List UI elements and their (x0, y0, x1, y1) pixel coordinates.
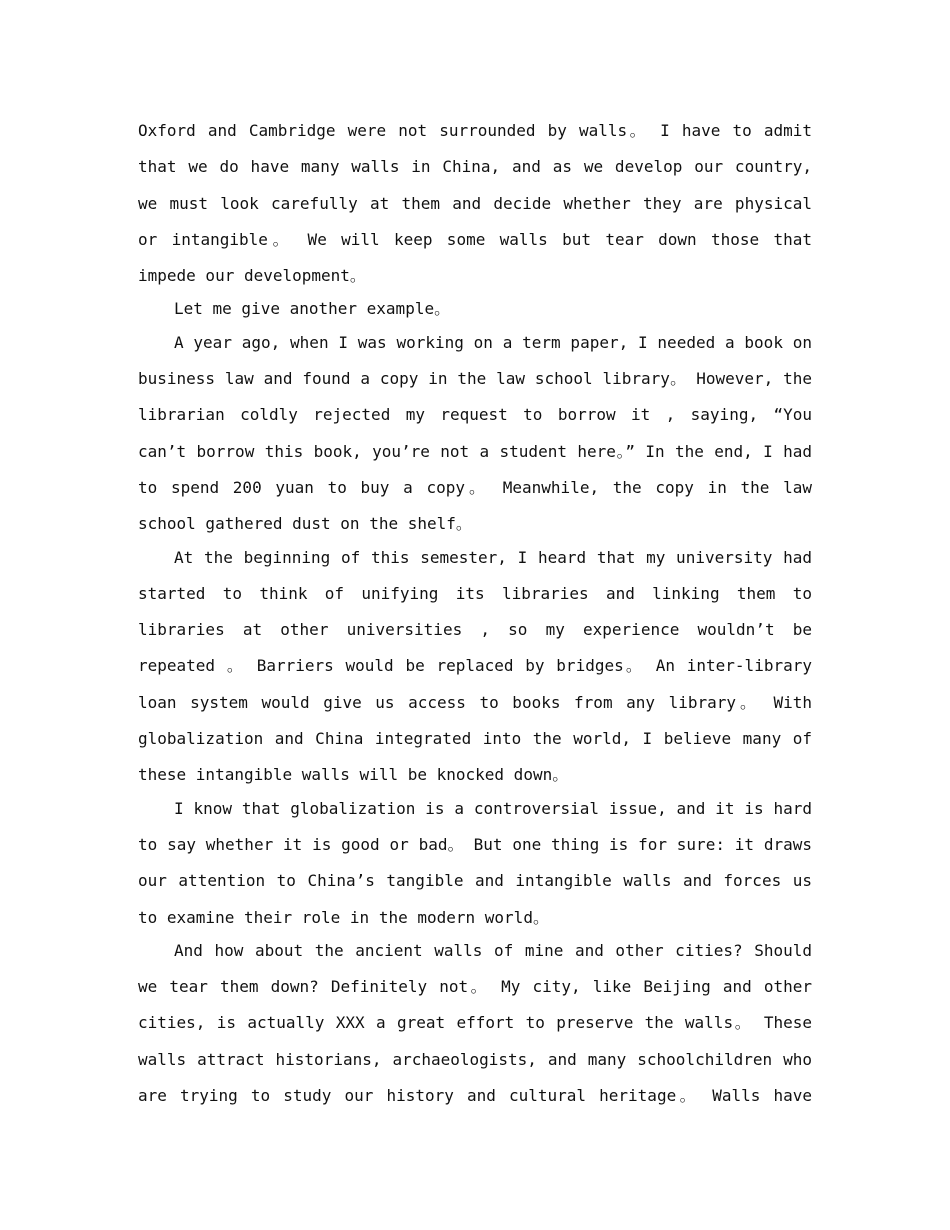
paragraph-ancient-walls: And how about the ancient walls of mine and other cities? Should we tear them down? Definitely not。 My city, like Beijing and other cities, is actually XXX a great effort to preserve the walls。 These walls attract historians, archaeologists, and many schoolchildren who are trying to study our history and cultural heritage。 Walls have (138, 940, 812, 1106)
paragraph-walls-china: Oxford and Cambridge were not surrounded by walls。 I have to admit that we do have many walls in China, and as we develop our country, we must look carefully at them and decide whether they are physical or intangible。 We will keep some walls but tear down those that impede our development。 (138, 121, 812, 286)
paragraph-globalization: I know that globalization is a controversial issue, and it is hard to say whether it is good or bad。 But one thing is for sure: it draws our attention to China’s tangible and intangible walls and forces us to examine their role in the modern world。 (138, 798, 812, 927)
paragraph-library-book: A year ago, when I was working on a term paper, I needed a book on business law and found a copy in the law school library。 However, the librarian coldly rejected my request to borrow it , saying, “You can’t borrow this book, you’re not a student here。” In the end, I had to spend 200 yuan to buy a copy。 Meanwhile, the copy in the law school gathered dust on the shelf。 (138, 332, 813, 534)
paragraph-another-example: Let me give another example。 (174, 299, 451, 319)
paragraph-unifying-libraries: At the beginning of this semester, I heard that my university had started to think of unifying its libraries and linking them to libraries at other universities , so my experience wouldn’t be repeated 。 Barriers would be replaced by bridges。 An inter-library loan system would give us access to books from any library。 With globalization and China integrated into the world, I believe many of these intangible walls will be knocked down。 (138, 547, 812, 785)
body-text (138, 113, 812, 1111)
